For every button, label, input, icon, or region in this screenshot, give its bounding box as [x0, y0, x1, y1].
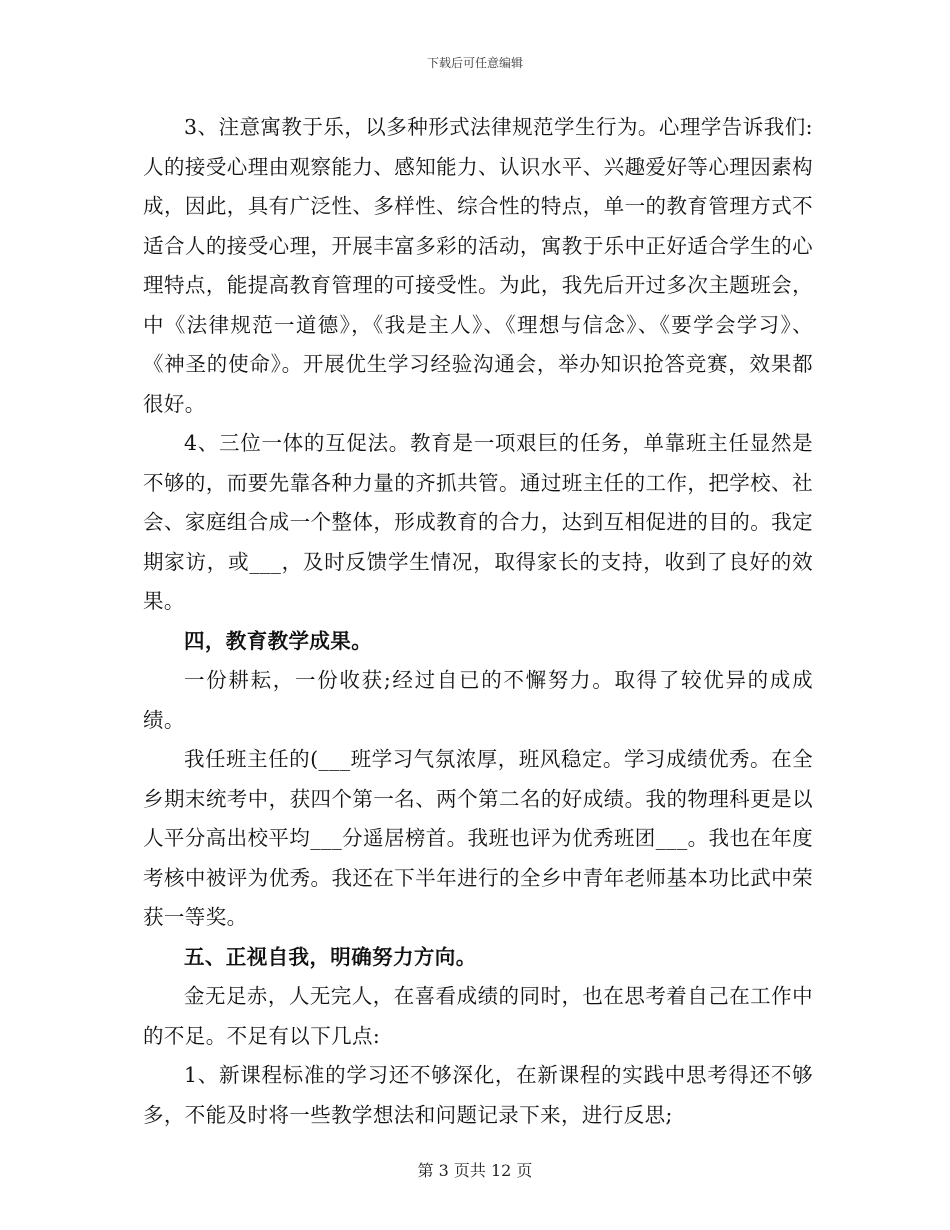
paragraph: 我任班主任的(___班学习气氛浓厚，班风稳定。学习成绩优秀。在全乡期末统考中，获四个第一名、两个第二名的好成绩。我的物理科更是以人平分高出校平均___分遥居榜首。我班也评为优秀班团___。我也在年度考核中被评为优秀。我还在下半年进行的全乡中青年老师基本功比武中荣获一等奖。 [143, 747, 813, 929]
section-heading: 四，教育教学成果。 [184, 628, 373, 653]
paragraph: 一份耕耘，一份收获;经过自已的不懈努力。取得了较优异的成成绩。 [143, 668, 813, 732]
page-footer: 第 3 页共 12 页 [417, 1161, 533, 1180]
paragraph: 4、三位一体的互促法。教育是一项艰巨的任务，单靠班主任显然是不够的，而要先靠各种力量的齐抓共管。通过班主任的工作，把学校、社会、家庭组合成一个整体，形成教育的合力，达到互相促进的目的。我定期家访，或___，及时反馈学生情况，取得家长的支持，收到了良好的效果。 [143, 431, 813, 613]
document-body [143, 108, 813, 1135]
section-heading: 五、正视自我，明确努力方向。 [184, 944, 477, 969]
paragraph: 1、新课程标准的学习还不够深化，在新课程的实践中思考得还不够多，不能及时将一些教学想法和问题记录下来，进行反思; [143, 1063, 813, 1127]
page-header: 下载后可任意编辑 [426, 56, 523, 70]
paragraph: 金无足赤，人无完人，在喜看成绩的同时，也在思考着自己在工作中的不足。不足有以下几点: [143, 984, 813, 1048]
paragraph: 3、注意寓教于乐，以多种形式法律规范学生行为。心理学告诉我们:人的接受心理由观察能力、感知能力、认识水平、兴趣爱好等心理因素构成，因此，具有广泛性、多样性、综合性的特点，单一的教育管理方式不适合人的接受心理，开展丰富多彩的活动，寓教于乐中正好适合学生的心理特点，能提高教育管理的可接受性。为此，我先后开过多次主题班会，中《法律规范一道德》，《我是主人》、《理想与信念》、《要学会学习》、《神圣的使命》。开展优生学习经验沟通会，举办知识抢答竞赛，效果都很好。 [143, 115, 813, 416]
